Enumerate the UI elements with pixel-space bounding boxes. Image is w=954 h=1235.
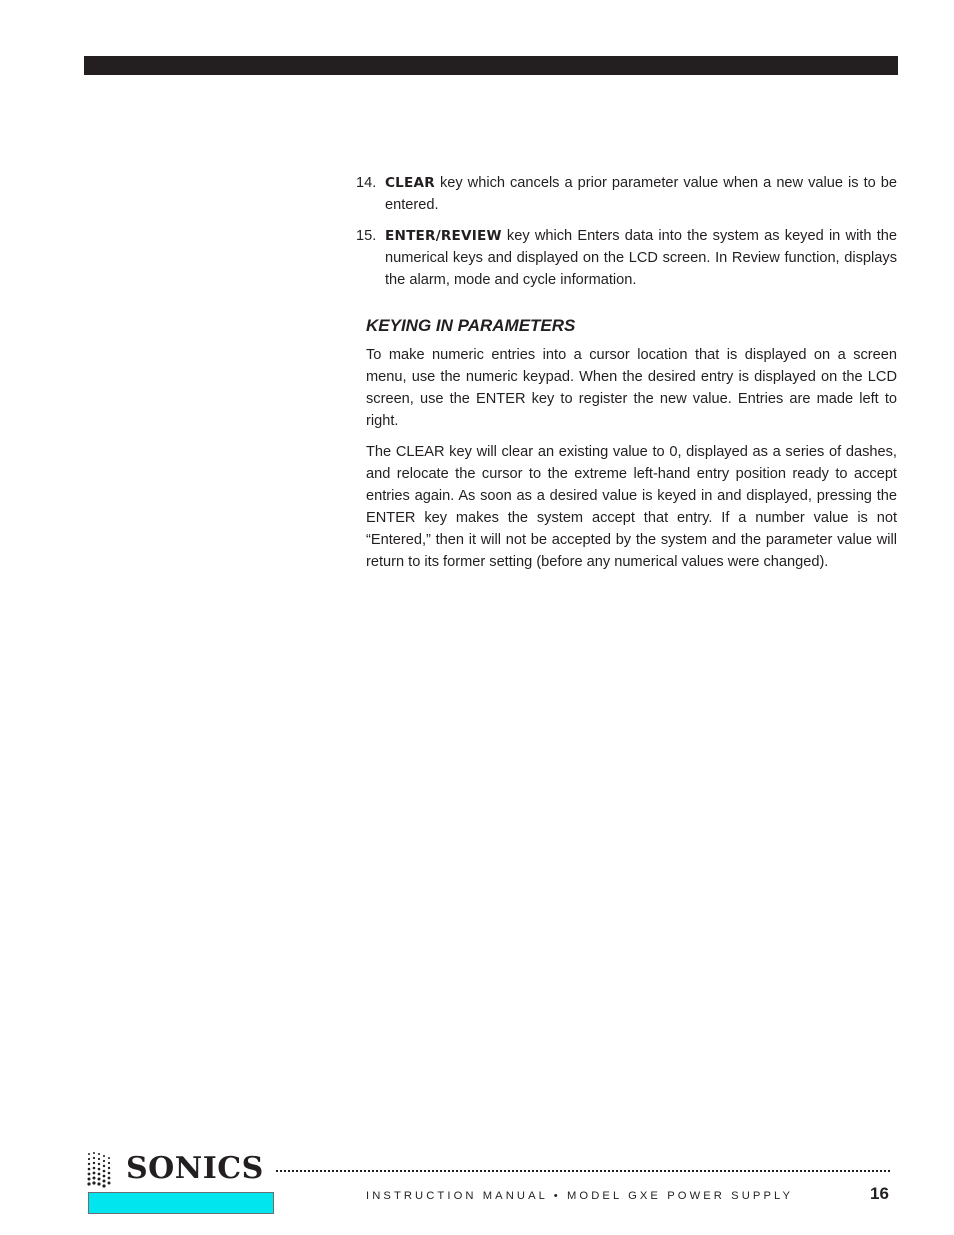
- footer-dot-leader: [276, 1170, 890, 1172]
- list-item-number: 15.: [356, 228, 377, 244]
- paragraph: The CLEAR key will clear an existing value to 0, displayed as a series of dashes, and relocate the cursor to the extreme left-hand entry position ready to accept entries again. As soon as a desired value is keyed in and displayed, pressing the ENTER key makes the system accept that entry. If a number value is not “Entered,” then it will not be accepted by the system and the parameter value will return to its former setting (before any numerical values were changed).: [366, 444, 897, 570]
- section-heading: KEYING IN PARAMETERS: [366, 316, 576, 335]
- footer-caption: INSTRUCTION MANUAL • MODEL GXE POWER SUPPLY: [366, 1190, 794, 1202]
- sonics-logo: [86, 1150, 276, 1190]
- list-item: [356, 172, 897, 216]
- paragraph: To make numeric entries into a cursor location that is displayed on a screen menu, use the numeric keypad. When the desired entry is displayed on the LCD screen, use the ENTER key to register the new value. Entries are made left to right.: [366, 347, 897, 429]
- page-content: [356, 172, 897, 582]
- dotted-wave-icon: [86, 1150, 120, 1190]
- list-item-text: key which cancels a prior parameter value when a new value is to be entered.: [385, 175, 897, 213]
- list-item-number: 14.: [356, 175, 377, 191]
- logo-wordmark: SONICS: [126, 1151, 264, 1186]
- list-item-text: key which Enters data into the system as keyed in with the numerical keys and displayed on the LCD screen. In Review function, displays the alarm, mode and cycle information.: [385, 228, 897, 288]
- header-bar: [84, 56, 898, 75]
- logo-accent-bar: [88, 1192, 274, 1214]
- key-name: CLEAR: [385, 175, 435, 191]
- list-item: [356, 225, 897, 291]
- page-number: 16: [870, 1184, 889, 1203]
- key-name: ENTER/REVIEW: [385, 228, 502, 244]
